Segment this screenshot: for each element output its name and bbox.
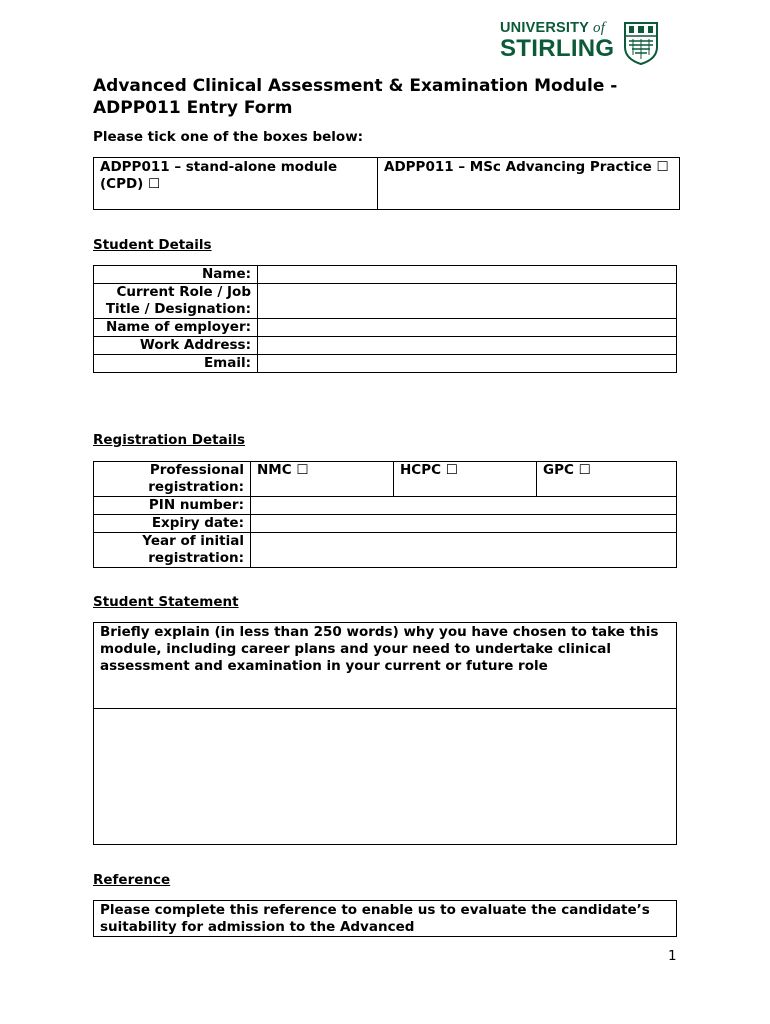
crest-icon — [623, 21, 659, 65]
module-choice-table — [93, 157, 680, 210]
student-statement-heading: Student Statement — [93, 594, 239, 610]
statement-prompt: Briefly explain (in less than 250 words) why you have chosen to take this module, including career plans and your need to undertake clinical assessment and examination in your current or future role — [94, 623, 677, 709]
student-details-heading: Student Details — [93, 237, 212, 253]
page-number: 1 — [668, 948, 677, 964]
name-label: Name: — [94, 266, 258, 284]
logo-stirling-text: STIRLING — [500, 35, 615, 62]
work-address-field[interactable] — [258, 337, 677, 355]
email-label: Email: — [94, 355, 258, 373]
option-msc[interactable]: ADPP011 – MSc Advancing Practice ☐ — [378, 158, 680, 210]
tick-instruction: Please tick one of the boxes below: — [93, 129, 364, 145]
year-field[interactable] — [251, 533, 677, 568]
expiry-field[interactable] — [251, 515, 677, 533]
role-label: Current Role / Job Title / Designation: — [94, 284, 258, 319]
gpc-checkbox[interactable]: GPC ☐ — [537, 462, 677, 497]
email-field[interactable] — [258, 355, 677, 373]
employer-label: Name of employer: — [94, 319, 258, 337]
reference-heading: Reference — [93, 872, 171, 888]
registration-details-heading: Registration Details — [93, 432, 245, 448]
employer-field[interactable] — [258, 319, 677, 337]
student-statement-table — [93, 622, 677, 845]
year-label: Year of initial registration: — [94, 533, 251, 568]
university-logo — [500, 21, 662, 66]
statement-field[interactable] — [94, 709, 677, 845]
page-title: Advanced Clinical Assessment & Examination Module - ADPP011 Entry Form — [93, 76, 618, 118]
professional-registration-label: Professional registration: — [94, 462, 251, 497]
pin-field[interactable] — [251, 497, 677, 515]
option-standalone[interactable]: ADPP011 – stand-alone module (CPD) ☐ — [94, 158, 378, 210]
student-details-table — [93, 265, 677, 373]
nmc-checkbox[interactable]: NMC ☐ — [251, 462, 394, 497]
registration-details-table — [93, 461, 677, 568]
name-field[interactable] — [258, 266, 677, 284]
logo-of-text: of — [593, 20, 606, 36]
reference-prompt: Please complete this reference to enable us to evaluate the candidate’s suitability for admission to the Advanced — [94, 901, 677, 937]
logo-wordmark — [500, 21, 614, 61]
role-field[interactable] — [258, 284, 677, 319]
logo-university-text: UNIVERSITY — [500, 20, 589, 36]
hcpc-checkbox[interactable]: HCPC ☐ — [394, 462, 537, 497]
reference-table — [93, 900, 677, 937]
pin-label: PIN number: — [94, 497, 251, 515]
work-address-label: Work Address: — [94, 337, 258, 355]
expiry-label: Expiry date: — [94, 515, 251, 533]
